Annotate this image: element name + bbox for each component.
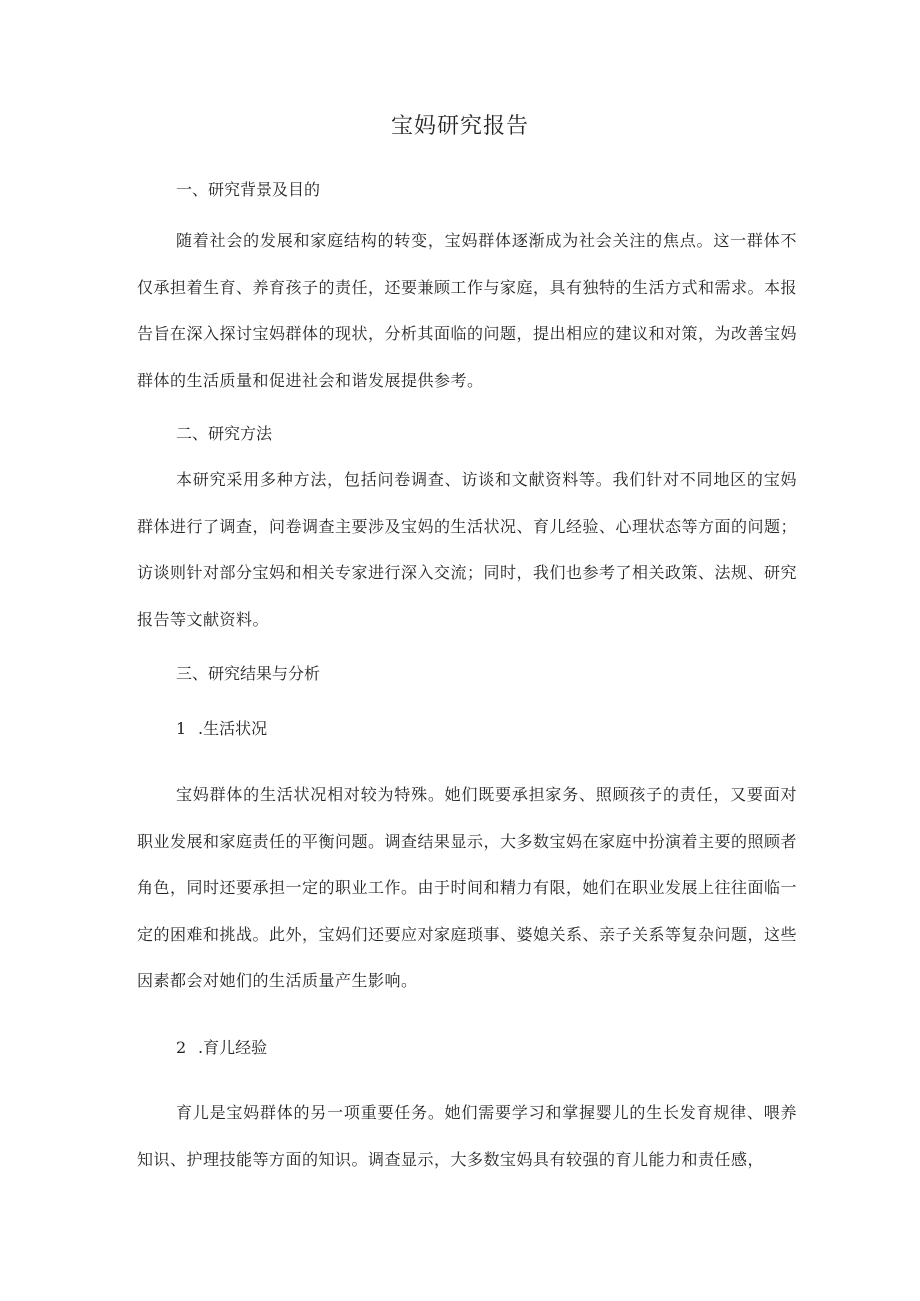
paragraph-background: 随着社会的发展和家庭结构的转变，宝妈群体逐渐成为社会关注的焦点。这一群体不仅承担着生育、养育孩子的责任，还要兼顾工作与家庭，具有独特的生活方式和需求。本报告旨在深入探讨宝妈群体的现状，分析其面临的问题，提出相应的建议和对策，为改善宝妈群体的生活质量和促进社会和谐发展提供参考。 [137, 231, 798, 390]
paragraph-living: 宝妈群体的生活状况相对较为特殊。她们既要承担家务、照顾孩子的责任，又要面对职业发展和家庭责任的平衡问题。调查结果显示，大多数宝妈在家庭中扮演着主要的照顾者角色，同时还要承担一定的职业工作。由于时间和精力有限，她们在职业发展上往往面临一定的困难和挑战。此外，宝妈们还要应对家庭琐事、婆媳关系、亲子关系等复杂问题，这些因素都会对她们的生活质量产生影响。 [137, 785, 798, 990]
paragraph-method: 本研究采用多种方法，包括问卷调查、访谈和文献资料等。我们针对不同地区的宝妈群体进行了调查，问卷调查主要涉及宝妈的生活状况、育儿经验、心理状态等方面的问题；访谈则针对部分宝妈和相关专家进行深入交流；同时，我们也参考了相关政策、法规、研究报告等文献资料。 [137, 470, 798, 629]
subsection-label: .育儿经验 [198, 1038, 268, 1057]
section-heading-results: 三、研究结果与分析 [176, 664, 321, 683]
section-heading-background: 一、研究背景及目的 [176, 180, 321, 199]
subsection-number: 1 [176, 719, 187, 738]
section-heading-method: 二、研究方法 [176, 424, 273, 443]
paragraph-parenting: 育儿是宝妈群体的另一项重要任务。她们需要学习和掌握婴儿的生长发育规律、喂养知识、护理技能等方面的知识。调查显示，大多数宝妈具有较强的育儿能力和责任感， [137, 1103, 797, 1169]
subsection-number: 2 [176, 1038, 187, 1057]
document-title: 宝妈研究报告 [390, 114, 529, 139]
subsection-heading-living [176, 717, 267, 741]
subsection-heading-parenting [176, 1036, 267, 1060]
subsection-label: .生活状况 [198, 719, 268, 738]
